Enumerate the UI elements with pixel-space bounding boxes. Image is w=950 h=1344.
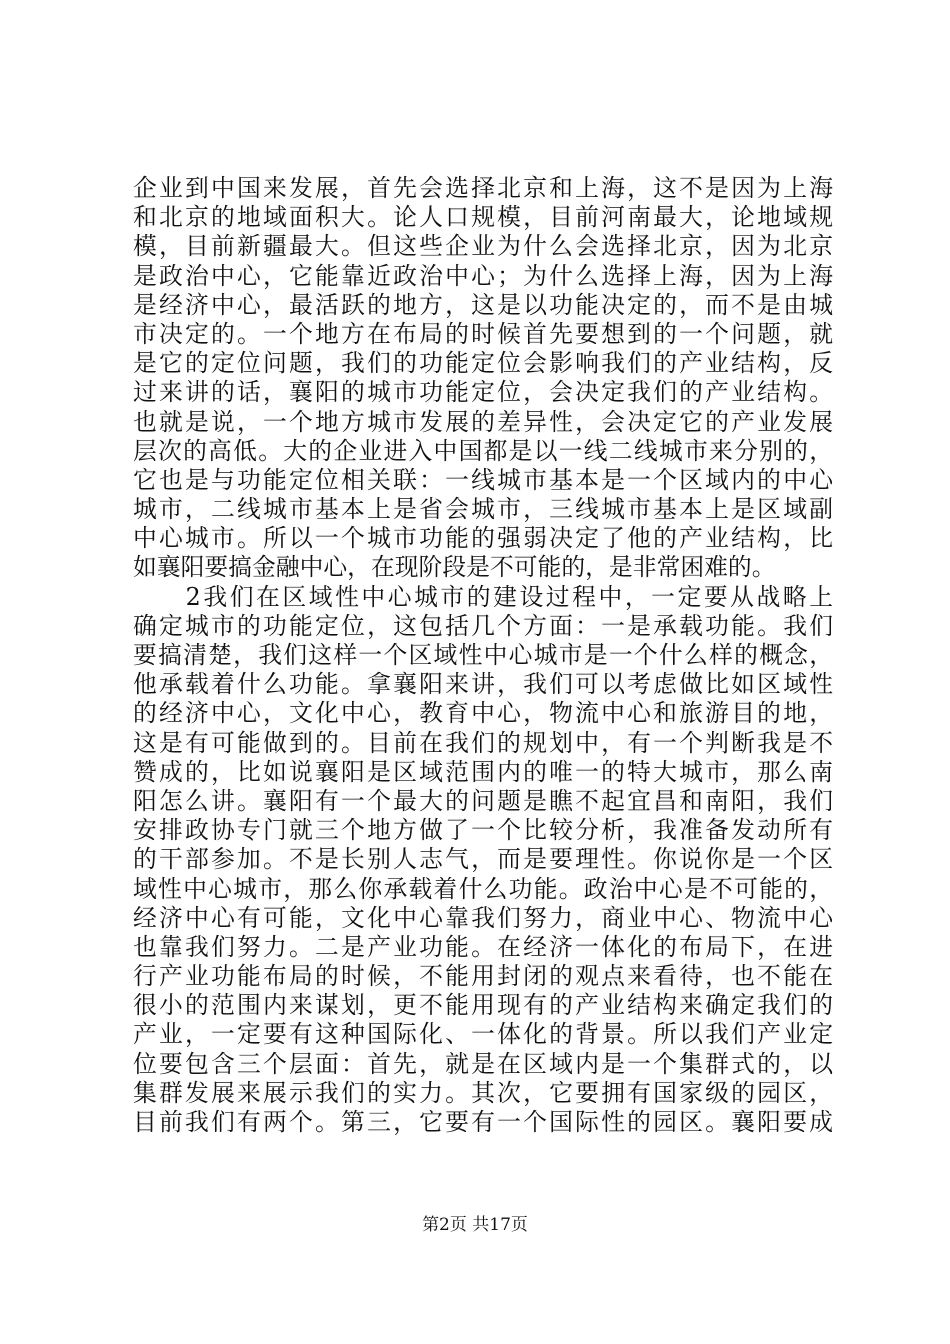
text-line: 是它的定位问题，我们的功能定位会影响我们的产业结构，反 <box>133 349 833 378</box>
text-line: 赞成的，比如说襄阳是区域范围内的唯一的特大城市，那么南 <box>133 757 833 786</box>
text-line: 如襄阳要搞金融中心，在现阶段是不可能的，是非常困难的。 <box>133 553 776 582</box>
text-line: 过来讲的话，襄阳的城市功能定位，会决定我们的产业结构。 <box>133 378 833 407</box>
text-line: 域性中心城市，那么你承载着什么功能。政治中心是不可能的， <box>133 874 833 903</box>
text-line: 也靠我们努力。二是产业功能。在经济一体化的布局下，在进 <box>133 932 833 961</box>
text-line: 集群发展来展示我们的实力。其次，它要拥有国家级的园区， <box>133 1078 833 1107</box>
text-line: 2我们在区域性中心城市的建设过程中，一定要从战略上 <box>133 582 833 611</box>
text-line: 经济中心有可能，文化中心靠我们努力，商业中心、物流中心 <box>133 903 833 932</box>
text-line: 它也是与功能定位相关联：一线城市基本是一个区域内的中心 <box>133 465 833 494</box>
text-line: 产业，一定要有这种国际化、一体化的背景。所以我们产业定 <box>133 1020 833 1049</box>
text-line: 企业到中国来发展，首先会选择北京和上海，这不是因为上海 <box>133 174 833 202</box>
text-line: 市决定的。一个地方在布局的时候首先要想到的一个问题，就 <box>133 319 833 348</box>
text-line: 的干部参加。不是长别人志气，而是要理性。你说你是一个区 <box>133 845 833 874</box>
text-line: 这是有可能做到的。目前在我们的规划中，有一个判断我是不 <box>133 728 833 757</box>
text-line: 要搞清楚，我们这样一个区域性中心城市是一个什么样的概念， <box>133 641 833 669</box>
text-line: 阳怎么讲。襄阳有一个最大的问题是瞧不起宜昌和南阳，我们 <box>133 786 833 815</box>
text-line: 模，目前新疆最大。但这些企业为什么会选择北京，因为北京 <box>133 232 833 261</box>
text-line: 中心城市。所以一个城市功能的强弱决定了他的产业结构，比 <box>133 524 833 553</box>
page-number-footer: 第2页 共17页 <box>422 1215 528 1235</box>
text-line: 层次的高低。大的企业进入中国都是以一线二线城市来分别的， <box>133 436 833 465</box>
text-line: 安排政协专门就三个地方做了一个比较分析，我准备发动所有 <box>133 816 833 845</box>
text-line: 和北京的地域面积大。论人口规模，目前河南最大，论地域规 <box>133 203 833 232</box>
text-line: 行产业功能布局的时候，不能用封闭的观点来看待，也不能在 <box>133 962 833 991</box>
text-line: 很小的范围内来谋划，更不能用现有的产业结构来确定我们的 <box>133 991 833 1020</box>
text-line: 是政治中心，它能靠近政治中心；为什么选择上海，因为上海 <box>133 261 833 290</box>
text-line: 确定城市的功能定位，这包括几个方面：一是承载功能。我们 <box>133 611 833 640</box>
text-line: 的经济中心，文化中心，教育中心，物流中心和旅游目的地， <box>133 699 833 728</box>
body-text <box>133 174 833 1137</box>
text-line: 城市，二线城市基本上是省会城市，三线城市基本上是区域副 <box>133 495 833 524</box>
text-line: 他承载着什么功能。拿襄阳来讲，我们可以考虑做比如区域性 <box>133 670 833 699</box>
text-line: 是经济中心，最活跃的地方，这是以功能决定的，而不是由城 <box>133 290 833 319</box>
text-line: 目前我们有两个。第三，它要有一个国际性的园区。襄阳要成 <box>133 1108 833 1136</box>
text-line: 位要包含三个层面：首先，就是在区域内是一个集群式的，以 <box>133 1049 833 1078</box>
text-line: 也就是说，一个地方城市发展的差异性，会决定它的产业发展 <box>133 407 833 436</box>
